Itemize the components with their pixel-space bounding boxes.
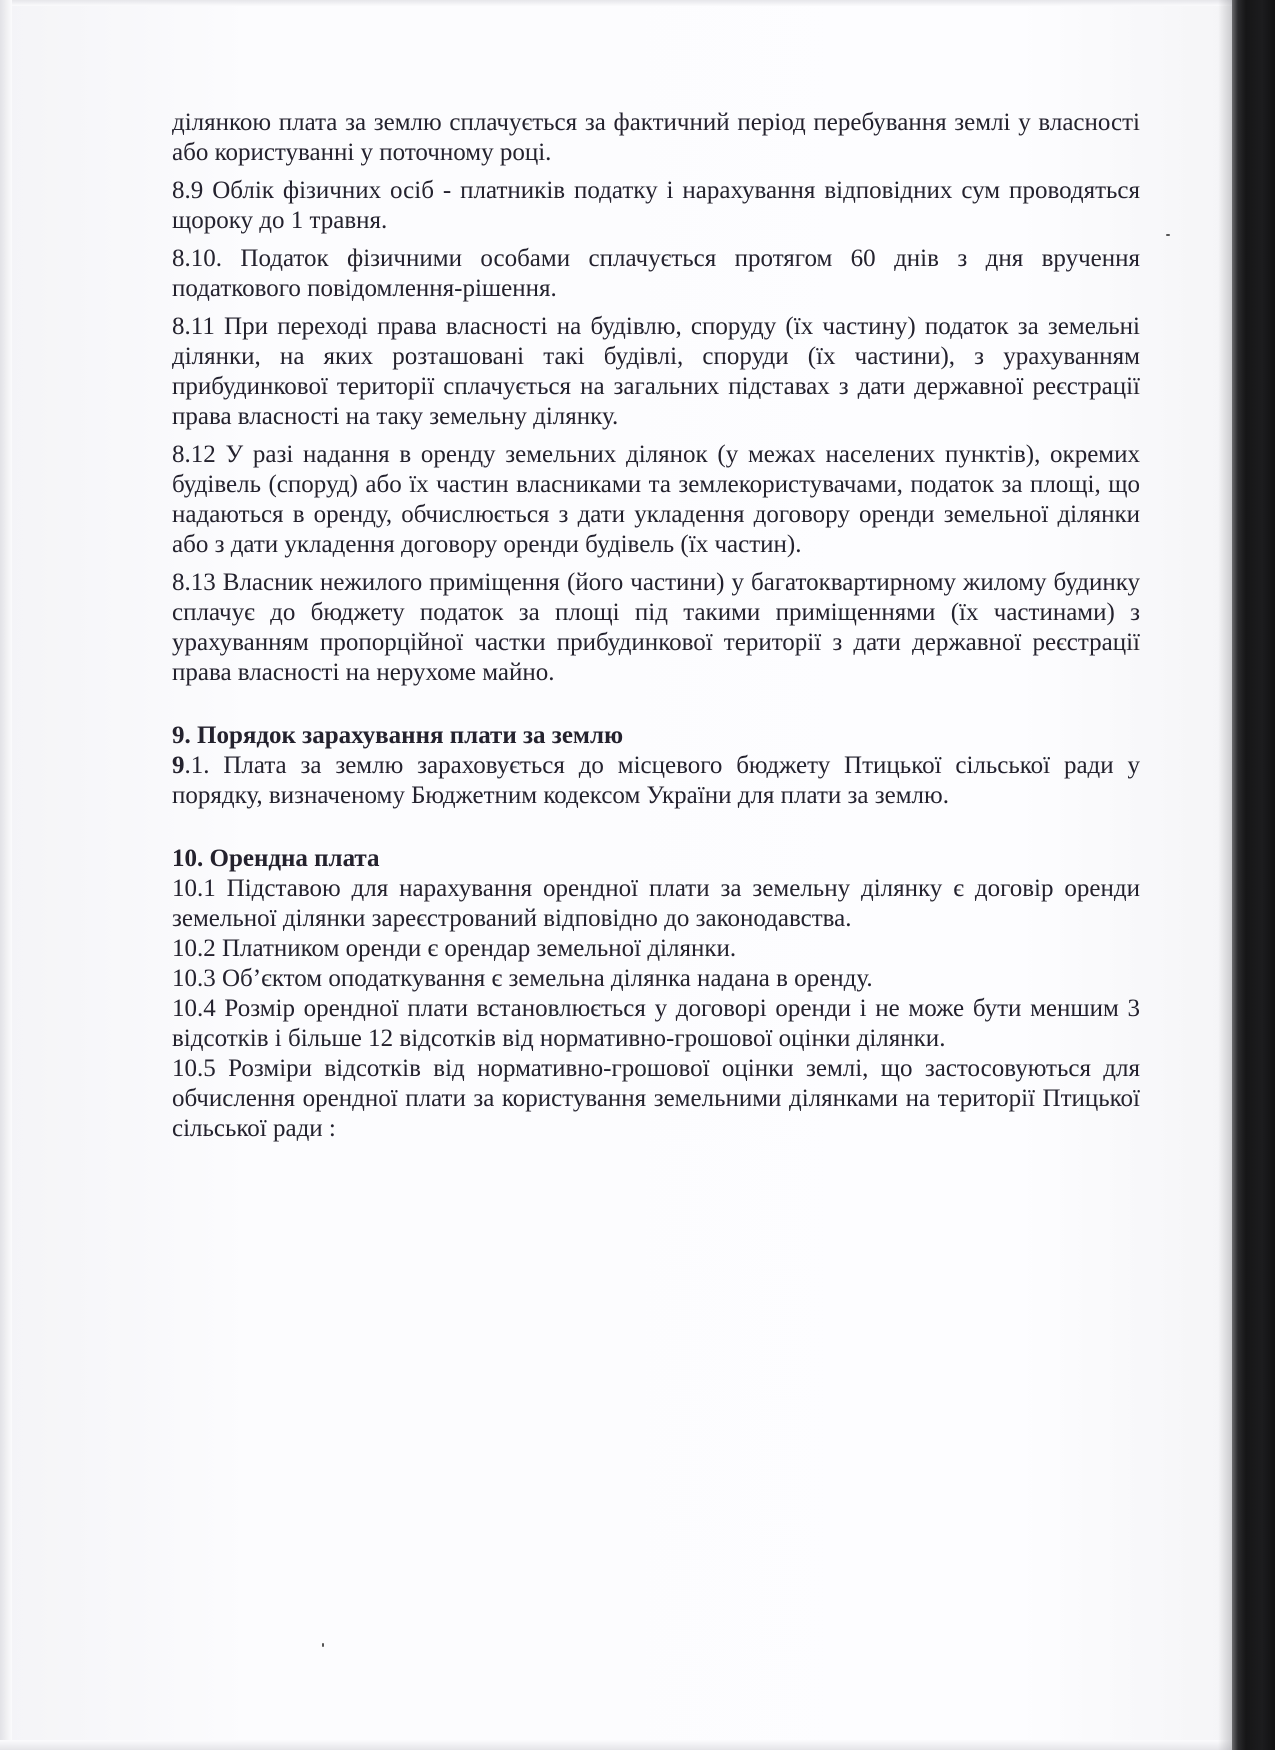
section-9-heading-text: 9. Порядок зарахування плати за землю bbox=[172, 722, 624, 749]
paragraph-8-13: 8.13 Власник нежилого приміщення (його частини) у багатоквартирному жилому будинку сплачує до бюджету податок за площі під такими приміщеннями (їх частинами) з урахуванням пропорційної частки прибудинкової території з дати державної реєстрації права власності на нерухоме майно. bbox=[172, 569, 1140, 686]
scan-speck bbox=[322, 1643, 324, 1647]
paragraph-10-3: 10.3 Об’єктом оподаткування є земельна ділянка надана в оренду. bbox=[172, 965, 873, 992]
section-10-heading-text: 10. Орендна плата bbox=[172, 845, 380, 872]
paragraph-9-1-number: 9 bbox=[172, 752, 185, 779]
paragraph-8-8-continued: ділянкою плата за землю сплачується за фактичний період перебування землі у власності або користуванні у поточному році. bbox=[172, 109, 1140, 166]
paragraph-8-12: 8.12 У разі надання в оренду земельних ділянок (у межах населених пунктів), окремих будівель (споруд) або їх частин власниками та землекористувачами, податок за площі, що надаються в оренду, обчислюється з дати укладення договору оренди земельної ділянки або з дати укладення договору оренди будівель (їх частин). bbox=[172, 441, 1140, 558]
section-gap bbox=[172, 811, 1140, 844]
paragraph-10-2: 10.2 Платником оренди є орендар земельної ділянки. bbox=[172, 935, 737, 962]
paragraph-8-10: 8.10. Податок фізичними особами сплачується протягом 60 днів з дня вручення податкового повідомлення-рішення. bbox=[172, 245, 1140, 302]
section-9-heading bbox=[172, 721, 1140, 751]
paragraph-10-5: 10.5 Розміри відсотків від нормативно-грошової оцінки землі, що застосовуються для обчислення орендної плати за користування земельними ділянками на території Птицької сільської ради : bbox=[172, 1055, 1140, 1142]
scan-speck bbox=[1166, 234, 1170, 236]
scanner-dark-edge bbox=[1232, 0, 1275, 1750]
paper-bottom-shadow bbox=[0, 1740, 1232, 1750]
paragraph-10-1: 10.1 Підставою для нарахування орендної плати за земельну ділянку є договір оренди земельної ділянки зареєстрований відповідно до законодавства. bbox=[172, 875, 1140, 932]
paper-top-shadow bbox=[0, 0, 1232, 6]
document-body bbox=[172, 108, 1140, 1144]
paragraph-10-4: 10.4 Розмір орендної плати встановлюється у договорі оренди і не може бути меншим 3 відсотків і більше 12 відсотків від нормативно-грошової оцінки ділянки. bbox=[172, 995, 1140, 1052]
paragraph-9-1-text: .1. Плата за землю зараховується до місцевого бюджету Птицької сільської ради у порядку, визначеному Бюджетним кодексом України для плати за землю. bbox=[172, 752, 1140, 809]
paragraph-8-9: 8.9 Облік фізичних осіб - платників податку і нарахування відповідних сум проводяться щороку до 1 травня. bbox=[172, 177, 1140, 234]
paragraph-9-1 bbox=[172, 751, 1140, 811]
section-10-heading bbox=[172, 844, 1140, 874]
paper-left-shadow bbox=[0, 0, 12, 1750]
paragraph-8-11: 8.11 При переході права власності на будівлю, споруду (їх частину) податок за земельні ділянки, на яких розташовані такі будівлі, споруди (їх частини), з урахуванням прибудинкової території сплачується на загальних підставах з дати державної реєстрації права власності на таку земельну ділянку. bbox=[172, 313, 1140, 430]
section-gap bbox=[172, 688, 1140, 721]
